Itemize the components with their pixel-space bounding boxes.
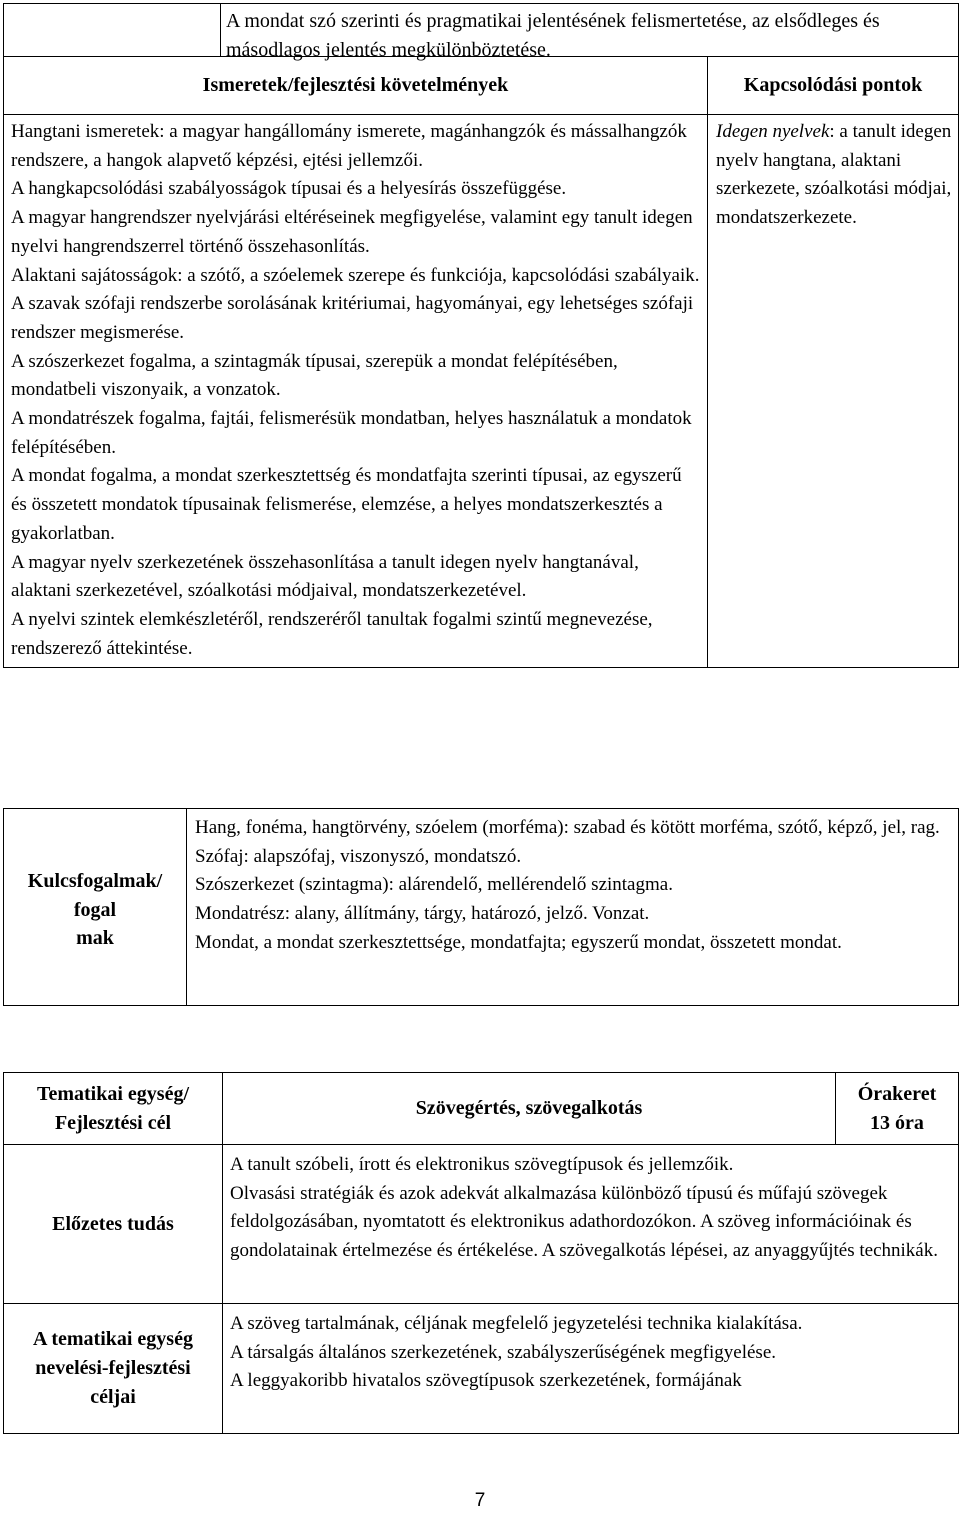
- thematic-unit-table: [3, 1072, 959, 1434]
- concept-item: Szófaj: alapszófaj, viszonyszó, mondatszó.: [195, 845, 522, 867]
- key-concepts-table: [3, 808, 959, 1006]
- prior-knowledge-label: Előzetes tudás: [4, 1145, 223, 1304]
- header-connections: Kapcsolódási pontok: [708, 57, 959, 115]
- label-line: nevelési-fejlesztési: [35, 1357, 191, 1380]
- requirement-item: A szavak szófaji rendszerbe sorolásának kritériumai, hagyományai, egy lehetséges szófaji rendszer megismerése.: [11, 293, 694, 343]
- requirements-cell: [4, 115, 708, 668]
- key-concepts-cell: [187, 809, 959, 1006]
- requirement-item: A mondat fogalma, a mondat szerkesztettség és mondatfajta szerinti típusai, az egyszerű és összetett mondatok típusainak felismerése, elemzése, a helyes mondatszerkesztés a gyakorlatban.: [11, 465, 682, 544]
- label-line: mak: [76, 927, 114, 950]
- requirement-item: A mondatrészek fogalma, fajtái, felismerésük mondatban, helyes használatuk a mondatok felépítésében.: [11, 408, 692, 458]
- requirement-item: Hangtani ismeretek: a magyar hangállomány ismerete, magánhangzók és mássalhangzók rendszere, a hangok alapvető képzési, ejtési jellemzői.: [11, 121, 687, 171]
- concept-item: Mondatrész: alany, állítmány, tárgy, határozó, jelző. Vonzat.: [195, 903, 650, 925]
- thematic-unit-title: Szövegértés, szövegalkotás: [223, 1073, 836, 1145]
- hours-value: 13 óra: [870, 1111, 924, 1134]
- hours-label: Órakeret: [857, 1082, 937, 1105]
- connection-text: : a tanult idegen nyelv hangtana, alaktani szerkezete, szóalkotási módjai, mondatszerkezete.: [716, 121, 952, 229]
- connections-cell: [708, 115, 959, 668]
- top-text-cell: [221, 4, 959, 61]
- requirement-item: Alaktani sajátosságok: a szótő, a szóelemek szerepe és funkciója, kapcsolódási szabályaik.: [11, 264, 700, 286]
- requirement-item: A hangkapcsolódási szabályosságok típusai és a helyesírás összefüggése.: [11, 178, 567, 200]
- concept-item: Szószerkezet (szintagma): alárendelő, mellérendelő szintagma.: [195, 874, 673, 896]
- label-line: Kulcsfogalmak/: [27, 869, 163, 892]
- goal-item: A szöveg tartalmának, céljának megfelelő jegyzetelési technika kialakítása.: [230, 1313, 803, 1334]
- header-requirements: Ismeretek/fejlesztési követelmények: [4, 57, 708, 115]
- page-number: 7: [474, 1490, 486, 1511]
- top-text: A mondat szó szerinti és pragmatikai jelentésének felismertetése, az elsődleges és másodlagos jelentés megkülönböztetése.: [226, 10, 880, 61]
- label-line: Fejlesztési cél: [54, 1111, 172, 1134]
- concept-item: Mondat, a mondat szerkesztettsége, mondatfajta; egyszerű mondat, összetett mondat.: [195, 931, 842, 953]
- goal-item: A leggyakoribb hivatalos szövegtípusok szerkezetének, formájának: [230, 1370, 742, 1392]
- prior-knowledge-item: Olvasási stratégiák és azok adekvát alkalmazása különböző típusú és műfajú szövegek feldolgozásában, nyomtatott és elektronikus adathordozókon. A szöveg információinak és gondolatainak értelmezése és értékelése. A szövegalkotás lépései, az anyaggyűjtés technikák.: [230, 1182, 938, 1262]
- empty-cell: [4, 4, 221, 57]
- prior-knowledge-item: A tanult szóbeli, írott és elektronikus szövegtípusok és jellemzőik.: [230, 1154, 734, 1175]
- requirements-table: [3, 3, 959, 668]
- requirement-item: A nyelvi szintek elemkészletéről, rendszeréről tanultak fogalmi szintű megnevezése, rendszerező áttekintése.: [11, 608, 653, 659]
- goals-cell: [223, 1304, 959, 1434]
- connection-subject: Idegen nyelvek: [716, 121, 830, 142]
- label-line: A tematikai egység: [33, 1328, 193, 1351]
- requirement-item: A szószerkezet fogalma, a szintagmák típusai, szerepük a mondat felépítésében, mondatbeli viszonyaik, a vonzatok.: [11, 350, 618, 401]
- concept-item: Hang, fonéma, hangtörvény, szóelem (morféma): szabad és kötött morféma, szótő, képző, jel, rag.: [195, 817, 940, 838]
- thematic-unit-label: [4, 1073, 223, 1145]
- label-line: Tematikai egység/: [36, 1082, 190, 1105]
- goals-label: [4, 1304, 223, 1434]
- label-line: fogal: [73, 898, 117, 921]
- goal-item: A társalgás általános szerkezetének, szabályszerűségének megfigyelése.: [230, 1341, 776, 1363]
- label-line: céljai: [90, 1385, 136, 1408]
- hours-frame: [836, 1073, 959, 1145]
- prior-knowledge-cell: [223, 1145, 959, 1304]
- requirement-item: A magyar nyelv szerkezetének összehasonlítása a tanult idegen nyelv hangtanával, alaktani szerkezetével, szóalkotási módjaival, mondatszerkezetével.: [11, 551, 639, 602]
- key-concepts-label: [4, 809, 187, 1006]
- requirement-item: A magyar hangrendszer nyelvjárási eltéréseinek megfigyelése, valamint egy tanult idegen nyelvi hangrendszerrel történő összehasonlítás.: [11, 207, 693, 257]
